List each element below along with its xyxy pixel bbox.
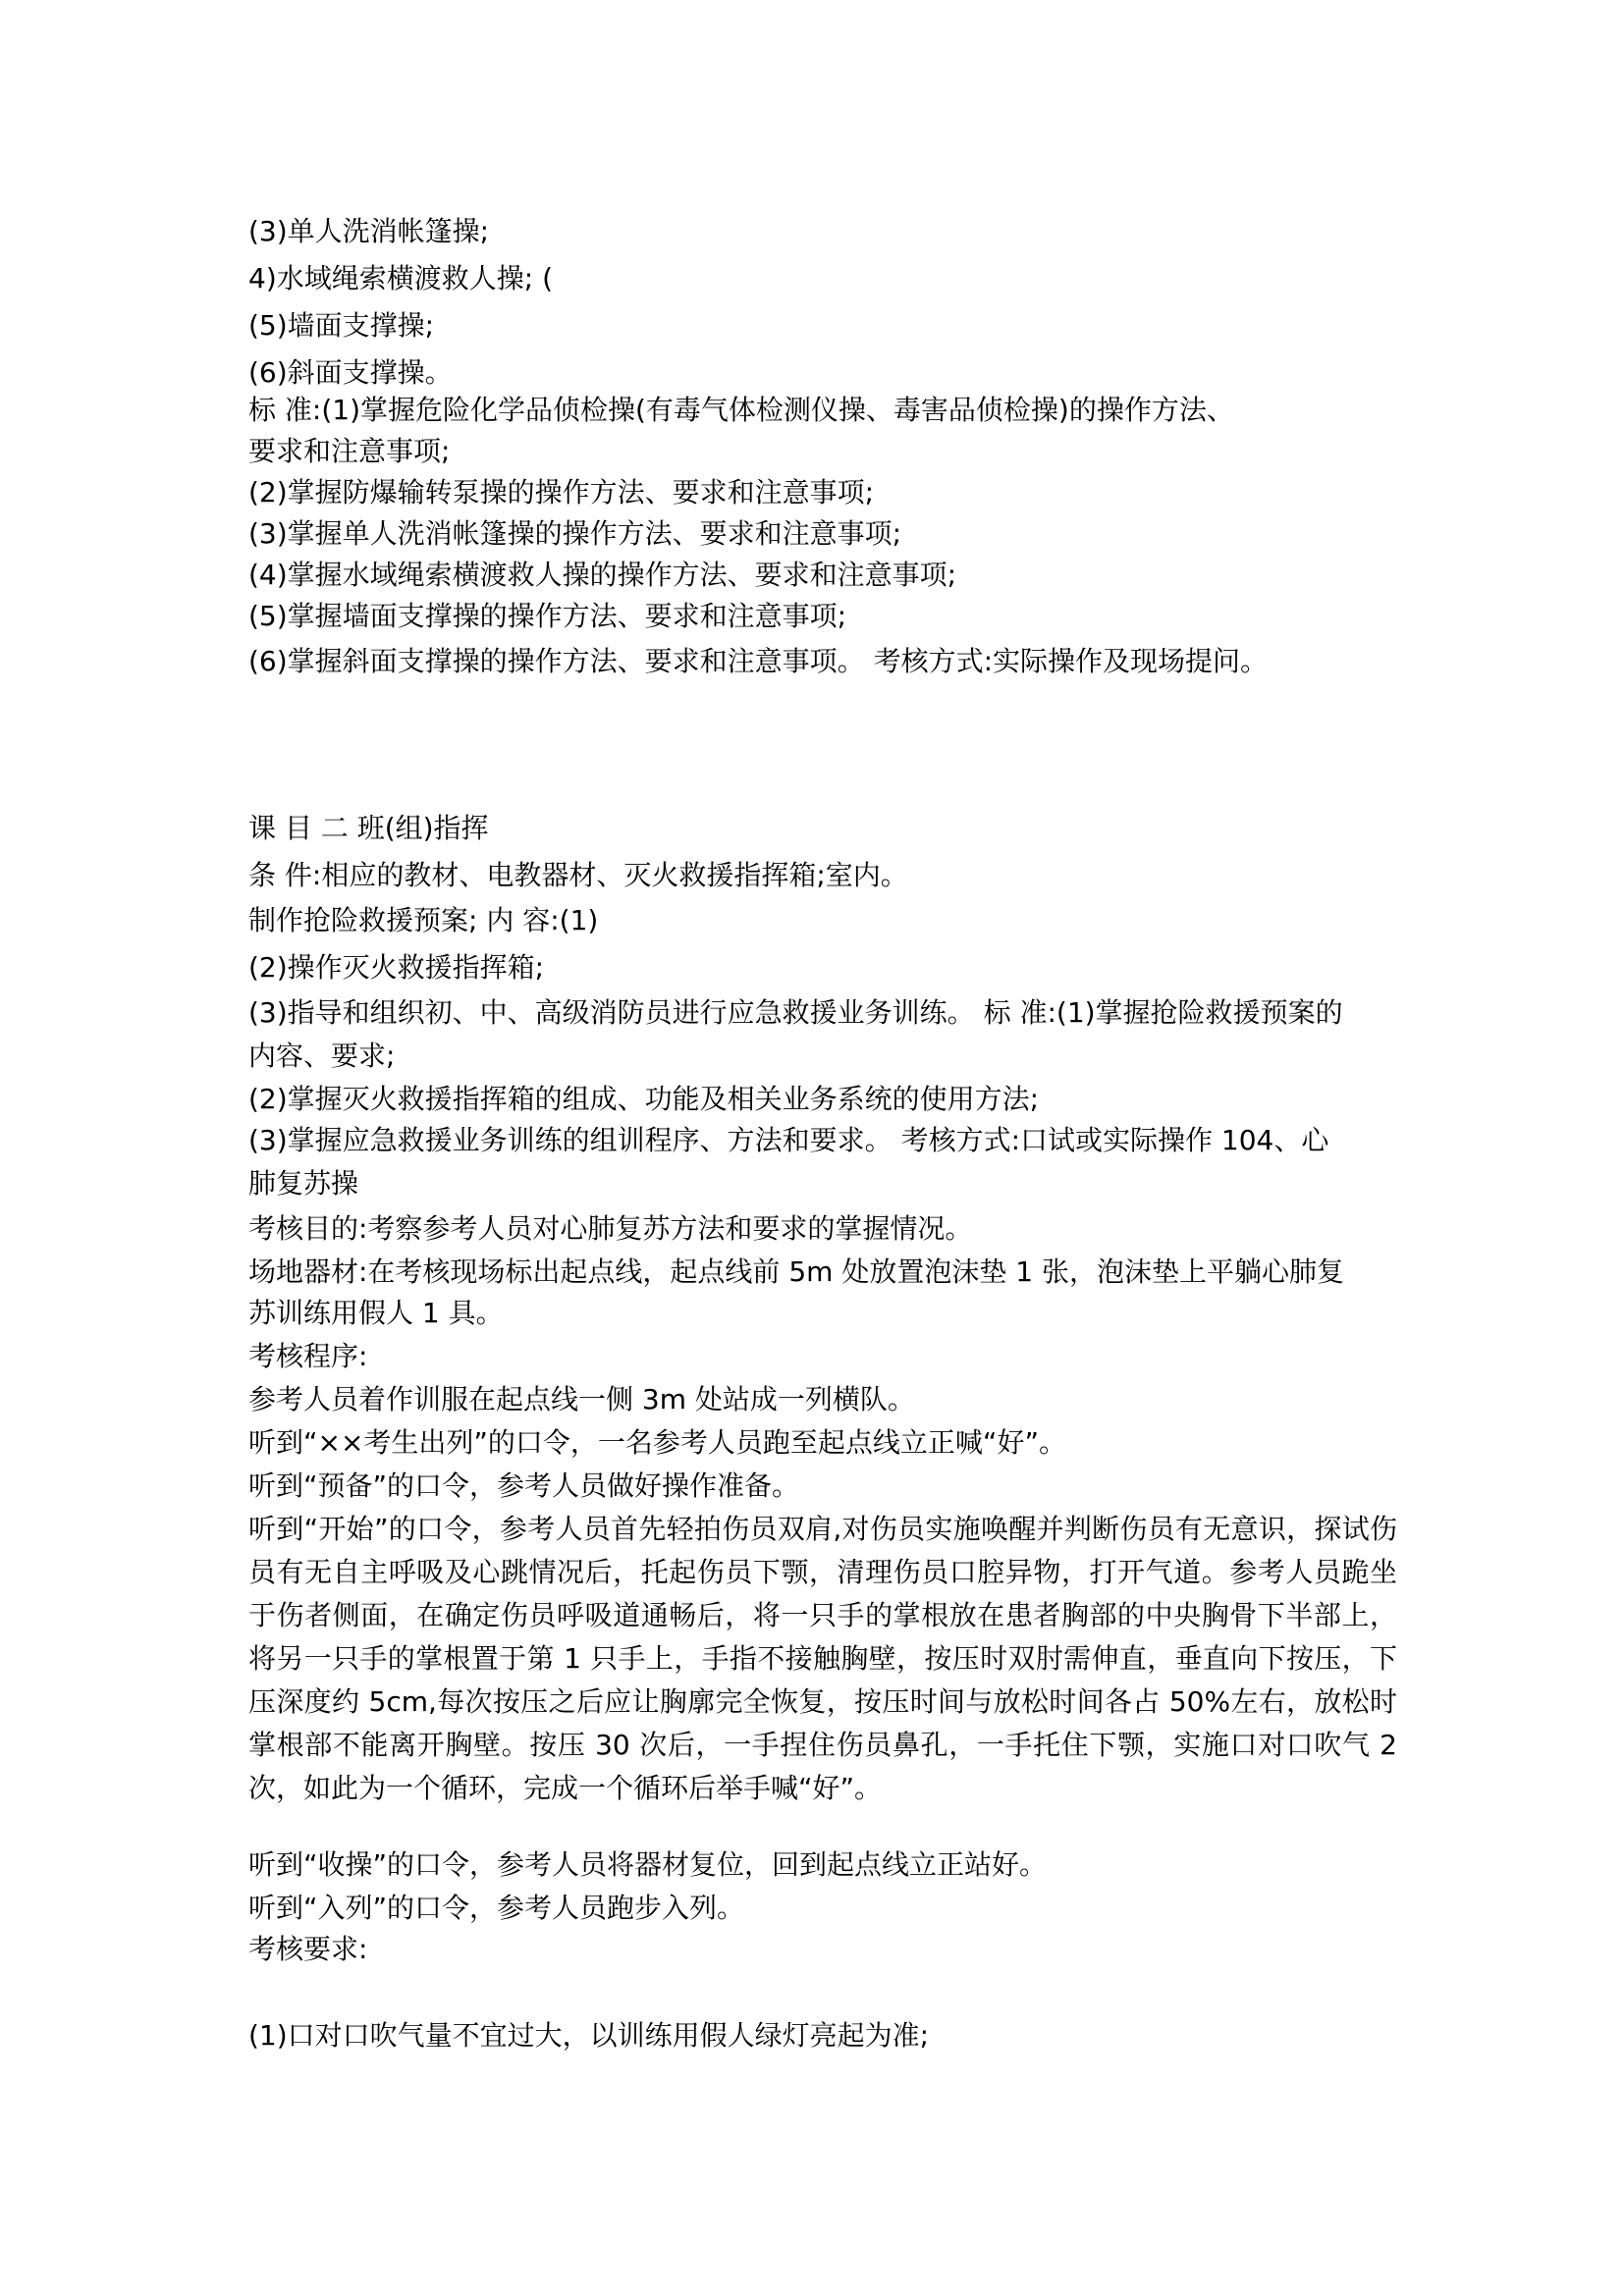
text-line: (3)掌握单人洗消帐篷操的操作方法、要求和注意事项;	[248, 517, 902, 550]
text-line: (4)掌握水域绳索横渡救人操的操作方法、要求和注意事项;	[248, 559, 957, 591]
text-line: (6)斜面支撑操。	[248, 356, 453, 389]
text-line: (5)墙面支撑操;	[248, 309, 435, 342]
text-line: (2)掌握灭火救援指挥箱的组成、功能及相关业务系统的使用方法;	[248, 1083, 1040, 1115]
text-line: 听到“××考生出列”的口令，一名参考人员跑至起点线立正喊“好”。	[248, 1426, 1066, 1459]
text-line: (6)掌握斜面支撑操的操作方法、要求和注意事项。 考核方式:实际操作及现场提问。	[248, 645, 1269, 677]
text-line: (3)掌握应急救援业务训练的组训程序、方法和要求。 考核方式:口试或实际操作 104、心	[248, 1124, 1329, 1156]
text-line: 考核程序:	[248, 1340, 368, 1372]
text-line: 标 准:(1)掌握危险化学品侦检操(有毒气体检测仪操、毒害品侦检操)的操作方法、	[248, 394, 1234, 426]
section-heading: 课 目 二 班(组)指挥	[248, 812, 489, 844]
text-line: (2)操作灭火救援指挥箱;	[248, 951, 545, 984]
procedure-paragraph: 听到“开始”的口令，参考人员首先轻拍伤员双肩,对伤员实施唤醒并判断伤员有无意识，探试伤员有无自主呼吸及心跳情况后，托起伤员下颚，清理伤员口腔异物，打开气道。参考人员跪坐于伤者侧面，在确定伤员呼吸道通畅后，将一只手的掌根放在患者胸部的中央胸骨下半部上，将另一只手的掌根置于第 1 只手上，手指不接触胸壁，按压时双肘需伸直，垂直向下按压，下压深度约 5cm,每次按压之后应让胸廓完全恢复，按压时间与放松时间各占 50%左右，放松时掌根部不能离开胸壁。按压 30 次后，一手捏住伤员鼻孔，一手托住下颚，实施口对口吹气 2 次，如此为一个循环，完成一个循环后举手喊“好”。	[248, 1513, 1397, 1804]
text-line: 考核要求:	[248, 1933, 368, 1965]
text-line: 苏训练用假人 1 具。	[248, 1297, 504, 1329]
text-line: 内容、要求;	[248, 1040, 396, 1072]
text-line: 要求和注意事项;	[248, 435, 451, 467]
text-line: 听到“收操”的口令，参考人员将器材复位，回到起点线立正站好。	[248, 1848, 1048, 1881]
text-line: (3)指导和组织初、中、高级消防员进行应急救援业务训练。 标 准:(1)掌握抢险救援预案的	[248, 996, 1343, 1029]
text-line: 制作抢险救援预案; 内 容:(1)	[248, 904, 599, 936]
text-line: 听到“预备”的口令，参考人员做好操作准备。	[248, 1469, 800, 1502]
text-line: (5)掌握墙面支撑操的操作方法、要求和注意事项;	[248, 600, 847, 632]
text-line: 肺复苏操	[248, 1167, 359, 1200]
text-line: (2)掌握防爆输转泵操的操作方法、要求和注意事项;	[248, 476, 875, 508]
text-line: 条 件:相应的教材、电教器材、灭火救援指挥箱;室内。	[248, 859, 908, 891]
text-line: 4)水域绳索横渡救人操; (	[248, 262, 553, 294]
text-line: 考核目的:考察参考人员对心肺复苏方法和要求的掌握情况。	[248, 1212, 973, 1245]
text-line: (1)口对口吹气量不宜过大，以训练用假人绿灯亮起为准;	[248, 2019, 930, 2052]
text-line: 场地器材:在考核现场标出起点线，起点线前 5m 处放置泡沫垫 1 张，泡沫垫上平躺心肺复	[248, 1255, 1344, 1288]
text-line: (3)单人洗消帐篷操;	[248, 215, 490, 247]
text-line: 听到“入列”的口令，参考人员跑步入列。	[248, 1892, 745, 1924]
text-line: 参考人员着作训服在起点线一侧 3m 处站成一列横队。	[248, 1383, 915, 1415]
